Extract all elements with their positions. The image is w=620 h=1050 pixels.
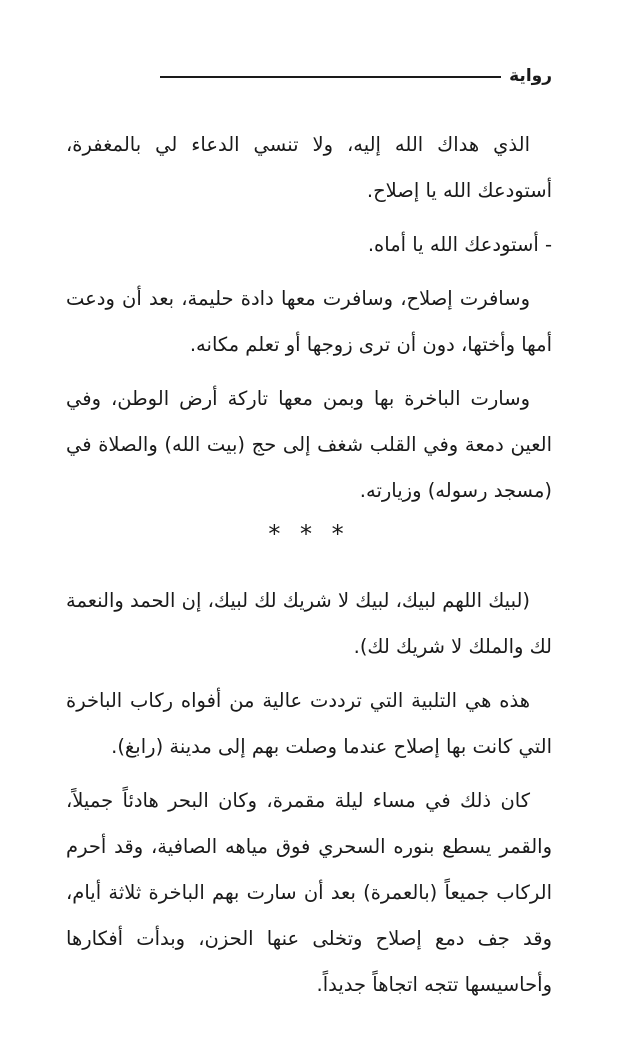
paragraph-4: وسارت الباخرة بها وبمن معها تاركة أرض الوطن، وفي العين دمعة وفي القلب شغف إلى حج (بيت الله) والصلاة في (مسجد رسوله) وزيارته. [66, 387, 552, 502]
section-separator: * * * [268, 520, 350, 548]
running-header [160, 62, 552, 90]
header-title: رواية [509, 66, 552, 86]
paragraph-5: (لبيك اللهم لبيك، لبيك لا شريك لك لبيك، إن الحمد والنعمة لك والملك لا شريك لك). [66, 589, 552, 658]
paragraph-6: هذه هي التلبية التي ترددت عالية من أفواه ركاب الباخرة التي كانت بها إصلاح عندما وصلت بهم إلى مدينة (رابغ). [66, 689, 552, 758]
header-rule [160, 76, 501, 78]
paragraph-7: كان ذلك في مساء ليلة مقمرة، وكان البحر هادئاً جميلاً، والقمر يسطع بنوره السحري فوق مياهه الصافية، وقد أحرم الركاب جميعاً (بالعمرة) بعد أن سارت بهم الباخرة ثلاثة أيام، وقد جف دمع إصلاح وتخلى عنها الحزن، وبدأت أفكارها وأحاسيسها تتجه اتجاهاً جديداً. [66, 789, 552, 996]
paragraph-3: وسافرت إصلاح، وسافرت معها دادة حليمة، بعد أن ودعت أمها وأختها، دون أن ترى زوجها أو تعلم مكانه. [66, 287, 552, 356]
paragraph-1: الذي هداك الله إليه، ولا تنسي الدعاء لي بالمغفرة، أستودعك الله يا إصلاح. [66, 133, 552, 202]
paragraph-2: - أستودعك الله يا أماه. [367, 233, 552, 256]
page-body [66, 122, 552, 1008]
